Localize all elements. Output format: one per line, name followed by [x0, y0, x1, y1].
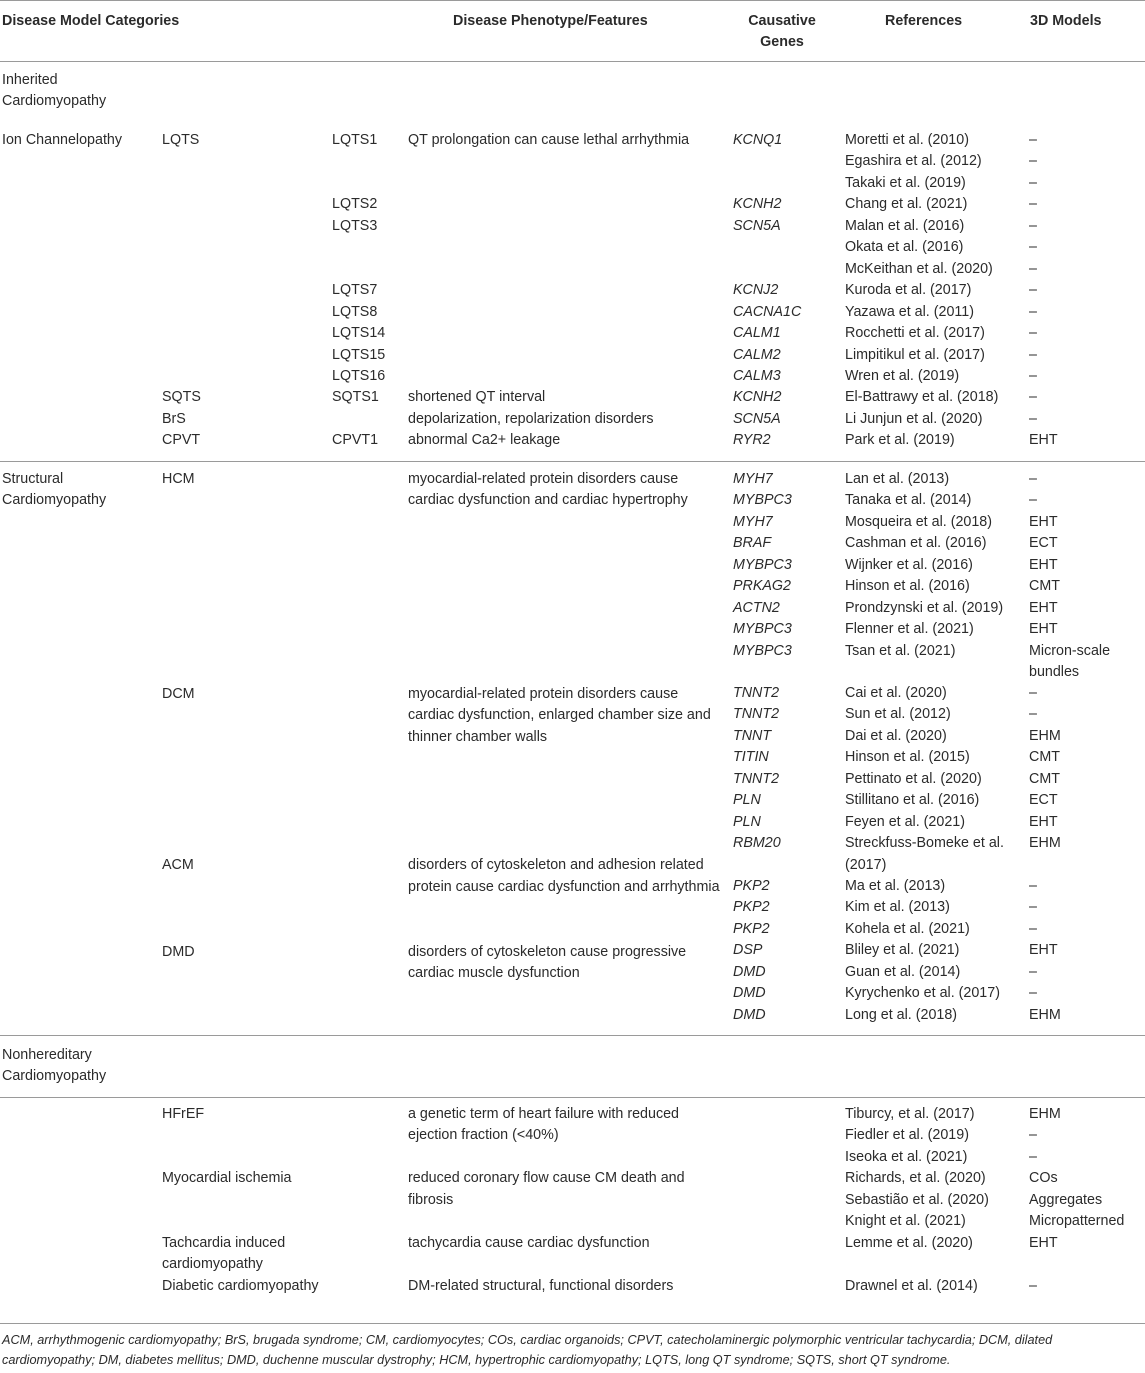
model-cell: EHT: [1029, 556, 1058, 573]
model-cell: EHT: [1029, 599, 1058, 616]
category-label: Inherited Cardiomyopathy: [2, 72, 107, 110]
gene-cell: MYH7: [733, 513, 773, 530]
type-label: LQTS1: [332, 132, 378, 148]
gene-cell: ACTN2: [733, 599, 780, 616]
gene-cell: KCNQ1: [733, 132, 783, 148]
gene-cell: TNNT2: [733, 685, 780, 701]
reference-cell: Lemme et al. (2020): [845, 1234, 973, 1251]
reference-cell: Hinson et al. (2016): [845, 578, 970, 595]
gene-cell: PLN: [733, 813, 761, 830]
model-cell: –: [1029, 325, 1037, 342]
subtype-label: Myocardial ischemia: [162, 1170, 292, 1187]
model-cell: –: [1029, 303, 1037, 320]
rule-after-ion-channelopathy: [0, 461, 1145, 462]
gene-cell: CACNA1C: [733, 303, 802, 320]
gene-cell: TNNT2: [733, 706, 780, 723]
gene-cell: CALM2: [733, 346, 781, 363]
type-label: LQTS14: [332, 325, 386, 342]
model-cell: –: [1029, 174, 1037, 191]
gene-cell: RBM20: [733, 835, 781, 852]
model-cell: EHT: [1029, 1234, 1058, 1251]
gene-cell: CALM1: [733, 325, 781, 342]
gene-cell: KCNH2: [733, 389, 782, 406]
reference-cell: Richards, et al. (2020): [845, 1170, 986, 1187]
reference-cell: Kim et al. (2013): [845, 899, 950, 916]
model-cell: ECT: [1029, 792, 1058, 809]
reference-cell: Lan et al. (2013): [845, 471, 950, 487]
header-phenotype: Disease Phenotype/Features: [453, 13, 648, 29]
model-cell: EHM: [1029, 727, 1061, 744]
reference-cell: Li Junjun et al. (2020): [845, 410, 983, 427]
subtype-label: ACM: [162, 857, 194, 874]
gene-cell: PRKAG2: [733, 578, 792, 595]
gene-cell: PKP2: [733, 878, 770, 894]
gene-cell: KCNJ2: [733, 282, 779, 299]
model-cell: –: [1029, 920, 1037, 937]
model-cell: –: [1029, 217, 1037, 234]
table-bottom-rule: [0, 1323, 1145, 1324]
model-cell: Micron-scale bundles: [1029, 642, 1111, 680]
model-cell: –: [1029, 985, 1037, 1002]
phenotype-text: tachycardia cause cardiac dysfunction: [408, 1234, 650, 1251]
header-disease-model-categories: Disease Model Categories: [2, 13, 180, 29]
type-label: LQTS3: [332, 217, 378, 234]
reference-cell: McKeithan et al. (2020): [845, 260, 993, 277]
subtype-label: LQTS: [162, 132, 200, 148]
reference-cell: Kyrychenko et al. (2017): [845, 985, 1000, 1002]
reference-cell: Iseoka et al. (2021): [845, 1148, 968, 1165]
header-bottom-rule: [0, 61, 1145, 62]
reference-cell: Stillitano et al. (2016): [845, 792, 980, 809]
model-cell: CMT: [1029, 578, 1060, 595]
model-cell: EHM: [1029, 835, 1061, 852]
model-cell: ECT: [1029, 535, 1058, 552]
gene-cell: MYBPC3: [733, 556, 792, 573]
model-cell: CMT: [1029, 749, 1060, 766]
phenotype-text: myocardial-related protein disorders cause cardiac dysfunction and cardiac hypertrophy: [408, 471, 688, 509]
type-label: LQTS15: [332, 346, 386, 363]
model-cell: –: [1029, 963, 1037, 980]
reference-cell: Tanaka et al. (2014): [845, 492, 972, 509]
model-cell: –: [1029, 132, 1037, 148]
reference-cell: Mosqueira et al. (2018): [845, 513, 993, 530]
model-cell: COs: [1029, 1170, 1058, 1187]
gene-cell: PLN: [733, 792, 761, 809]
reference-cell: Rocchetti et al. (2017): [845, 325, 985, 342]
reference-cell: Tiburcy, et al. (2017): [845, 1106, 975, 1122]
gene-cell: DMD: [733, 1007, 766, 1023]
reference-cell: Sebastião et al. (2020): [845, 1191, 989, 1208]
category-label: Structural Cardiomyopathy: [2, 471, 107, 509]
reference-cell: Yazawa et al. (2011): [845, 303, 975, 320]
model-cell: EHT: [1029, 513, 1058, 530]
model-cell: –: [1029, 410, 1037, 427]
gene-cell: CALM3: [733, 367, 781, 384]
model-cell: –: [1029, 1278, 1037, 1294]
model-cell: –: [1029, 1127, 1037, 1144]
reference-cell: Moretti et al. (2010): [845, 132, 969, 148]
phenotype-text: QT prolongation can cause lethal arrhythmia: [408, 132, 690, 148]
model-cell: –: [1029, 471, 1037, 487]
model-cell: –: [1029, 685, 1037, 701]
reference-cell: Long et al. (2018): [845, 1007, 958, 1023]
reference-cell: Tsan et al. (2021): [845, 642, 956, 659]
subtype-label: SQTS: [162, 389, 201, 406]
model-cell: EHM: [1029, 1007, 1061, 1023]
model-cell: –: [1029, 492, 1037, 509]
model-cell: –: [1029, 239, 1037, 256]
model-cell: EHT: [1029, 813, 1058, 830]
gene-cell: DSP: [733, 942, 763, 959]
reference-cell: Dai et al. (2020): [845, 727, 947, 744]
reference-cell: Takaki et al. (2019): [845, 174, 966, 191]
rule-after-structural: [0, 1035, 1145, 1036]
model-cell: Aggregates: [1029, 1191, 1103, 1208]
header-references: References: [885, 13, 963, 29]
type-label: CPVT1: [332, 432, 379, 448]
header-3d-models: 3D Models: [1030, 13, 1102, 29]
reference-cell: Bliley et al. (2021): [845, 942, 960, 959]
subtype-label: HFrEF: [162, 1106, 205, 1122]
reference-cell: Pettinato et al. (2020): [845, 770, 982, 787]
model-cell: –: [1029, 196, 1037, 213]
subtype-label: HCM: [162, 471, 195, 487]
phenotype-text: shortened QT interval: [408, 389, 546, 406]
type-label: LQTS7: [332, 282, 378, 299]
reference-cell: Ma et al. (2013): [845, 878, 946, 894]
model-cell: –: [1029, 260, 1037, 277]
gene-cell: TNNT2: [733, 770, 780, 787]
gene-cell: SCN5A: [733, 410, 781, 427]
reference-cell: Cai et al. (2020): [845, 685, 947, 701]
model-cell: –: [1029, 389, 1037, 406]
phenotype-text: a genetic term of heart failure with reduced ejection fraction (<40%): [408, 1106, 679, 1144]
phenotype-text: DM-related structural, functional disorders: [408, 1278, 674, 1294]
subtype-label: CPVT: [162, 432, 201, 448]
gene-cell: MYBPC3: [733, 642, 792, 659]
type-label: LQTS16: [332, 367, 386, 384]
type-label: LQTS8: [332, 303, 378, 320]
reference-cell: Hinson et al. (2015): [845, 749, 970, 766]
table-top-rule: [0, 0, 1145, 1]
gene-cell: DMD: [733, 985, 766, 1002]
header-causative-genes: Causative Genes: [748, 13, 816, 50]
subtype-label: BrS: [162, 410, 186, 427]
reference-cell: Okata et al. (2016): [845, 239, 964, 256]
reference-cell: Wijnker et al. (2016): [845, 556, 973, 573]
reference-cell: Feyen et al. (2021): [845, 813, 966, 830]
type-label: SQTS1: [332, 389, 379, 406]
model-cell: –: [1029, 153, 1037, 170]
table-footnote: ACM, arrhythmogenic cardiomyopathy; BrS, brugada syndrome; CM, cardiomyocytes; COs, cardiac organoids; CPVT, catecholaminergic polymorphic ventricular tachycardia; DCM, dilated cardiomyopathy; DM, diabetes mellitus; DMD, duchenne muscular dystrophy; HCM, hypertrophic cardiomyopathy; LQTS, long QT syndrome; SQTS, short QT syndrome.: [2, 1333, 1053, 1367]
model-cell: EHM: [1029, 1106, 1061, 1122]
model-cell: EHT: [1029, 432, 1058, 448]
phenotype-text: reduced coronary flow cause CM death and fibrosis: [408, 1170, 685, 1208]
model-cell: –: [1029, 367, 1037, 384]
subtype-label: Diabetic cardiomyopathy: [162, 1278, 319, 1294]
reference-cell: Kuroda et al. (2017): [845, 282, 972, 299]
gene-cell: TNNT: [733, 727, 772, 744]
type-label: LQTS2: [332, 196, 378, 213]
category-label: Nonhereditary Cardiomyopathy: [2, 1047, 107, 1085]
gene-cell: PKP2: [733, 920, 770, 937]
gene-cell: MYBPC3: [733, 621, 792, 638]
reference-cell: Drawnel et al. (2014): [845, 1278, 978, 1294]
subtype-label: DCM: [162, 685, 195, 702]
reference-cell: Kohela et al. (2021): [845, 920, 970, 937]
gene-cell: DMD: [733, 963, 766, 980]
reference-cell: Egashira et al. (2012): [845, 153, 982, 170]
reference-cell: Fiedler et al. (2019): [845, 1127, 969, 1144]
reference-cell: Chang et al. (2021): [845, 196, 968, 213]
reference-cell: Malan et al. (2016): [845, 217, 965, 234]
model-cell: –: [1029, 878, 1037, 894]
reference-cell: Streckfuss-Bomeke et al. (2017): [845, 835, 1004, 873]
model-cell: –: [1029, 282, 1037, 299]
phenotype-text: depolarization, repolarization disorders: [408, 410, 654, 427]
subtype-label: DMD: [162, 944, 195, 961]
model-cell: EHT: [1029, 942, 1058, 959]
model-cell: –: [1029, 706, 1037, 723]
phenotype-text: disorders of cytoskeleton cause progressive cardiac muscle dysfunction: [408, 944, 687, 982]
reference-cell: Flenner et al. (2021): [845, 621, 974, 638]
reference-cell: Wren et al. (2019): [845, 367, 960, 384]
model-cell: –: [1029, 899, 1037, 916]
model-cell: –: [1029, 346, 1037, 363]
reference-cell: Knight et al. (2021): [845, 1213, 966, 1230]
reference-cell: El-Battrawy et al. (2018): [845, 389, 999, 406]
gene-cell: SCN5A: [733, 217, 781, 234]
gene-cell: MYH7: [733, 471, 773, 487]
phenotype-text: abnormal Ca2+ leakage: [408, 432, 561, 448]
reference-cell: Cashman et al. (2016): [845, 535, 987, 552]
model-cell: CMT: [1029, 770, 1060, 787]
rule-after-nonhereditary-heading: [0, 1097, 1145, 1098]
gene-cell: PKP2: [733, 899, 770, 916]
subtype-label: Tachcardia induced cardiomyopathy: [162, 1234, 286, 1273]
phenotype-text: myocardial-related protein disorders cause cardiac dysfunction, enlarged chamber size and thinner chamber walls: [408, 685, 711, 745]
model-cell: Micropatterned: [1029, 1213, 1125, 1230]
reference-cell: Park et al. (2019): [845, 432, 955, 448]
model-cell: EHT: [1029, 621, 1058, 638]
gene-cell: RYR2: [733, 432, 771, 448]
reference-cell: Limpitikul et al. (2017): [845, 346, 985, 363]
reference-cell: Sun et al. (2012): [845, 706, 951, 723]
gene-cell: KCNH2: [733, 196, 782, 213]
category-label: Ion Channelopathy: [2, 132, 123, 148]
gene-cell: BRAF: [733, 535, 772, 552]
reference-cell: Prondzynski et al. (2019): [845, 599, 1004, 616]
gene-cell: TITIN: [733, 749, 769, 766]
reference-cell: Guan et al. (2014): [845, 963, 961, 980]
phenotype-text: disorders of cytoskeleton and adhesion related protein cause cardiac dysfunction and arrhythmia: [408, 857, 720, 895]
gene-cell: MYBPC3: [733, 492, 792, 509]
model-cell: –: [1029, 1148, 1037, 1165]
